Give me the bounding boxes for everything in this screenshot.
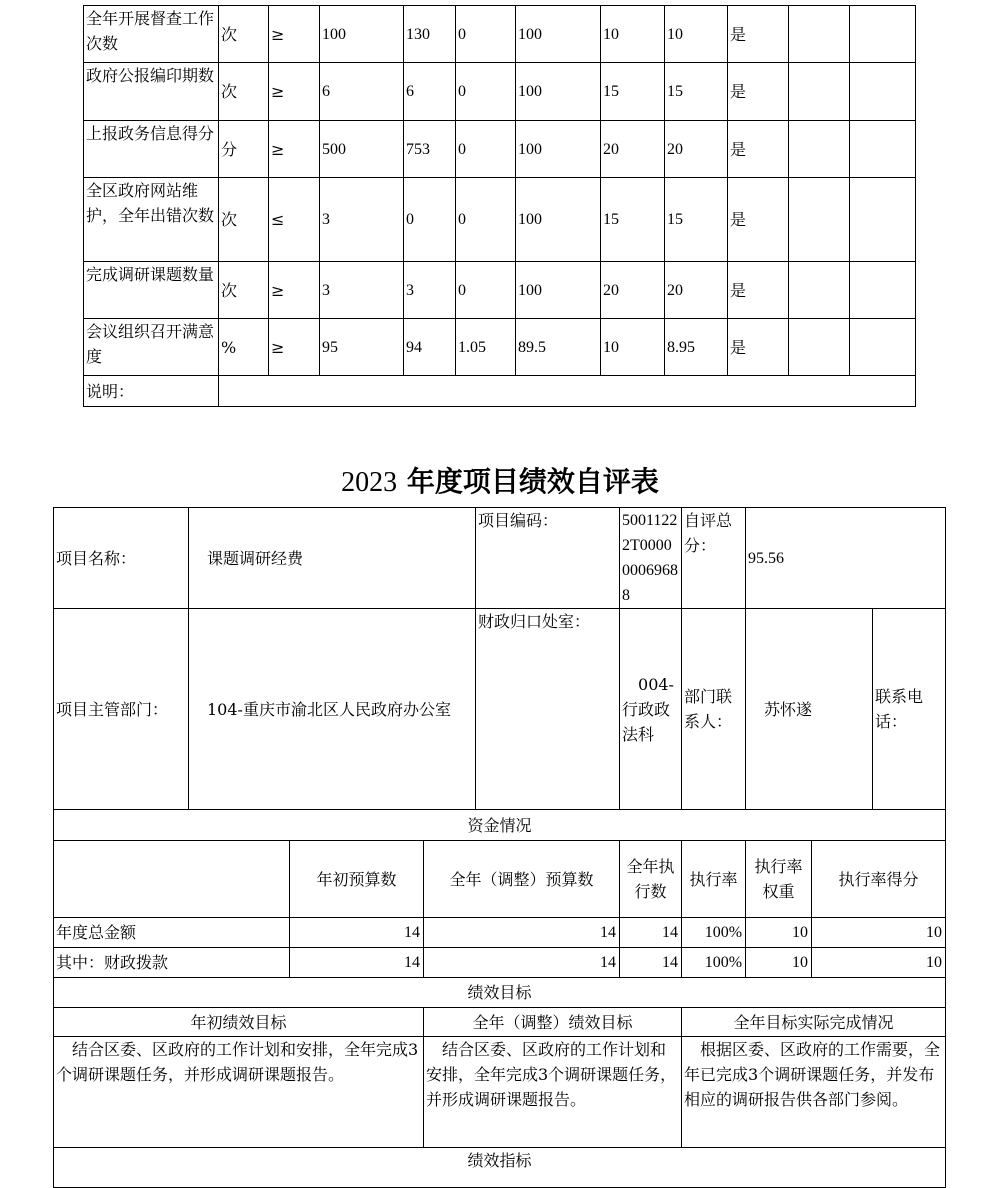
indicator-name: 全区政府网站维护，全年出错次数 (84, 178, 219, 262)
finance-office: 004-行政政法科 (620, 609, 682, 810)
empty-cell (54, 841, 290, 918)
indicator-done: 是 (728, 178, 789, 262)
indicator-name: 会议组织召开满意度 (84, 319, 219, 376)
indicator-deviation: 0 (456, 178, 516, 262)
page-title (0, 460, 1000, 505)
indicator-target: 100 (320, 6, 404, 63)
indicators-header: 绩效指标 (54, 1148, 946, 1188)
project-code: 50011222T000000069688 (620, 508, 682, 609)
indicator-target: 95 (320, 319, 404, 376)
indicator-score: 15 (665, 178, 728, 262)
indicator-done: 是 (728, 262, 789, 319)
indicator-unit: 次 (219, 178, 269, 262)
table-row (84, 262, 916, 319)
indicator-table (83, 5, 916, 407)
indicator-actual: 6 (404, 63, 456, 121)
indicator-score: 10 (665, 6, 728, 63)
funds-weight: 10 (746, 948, 812, 978)
empty-cell (789, 63, 850, 121)
indicator-name: 上报政务信息得分 (84, 121, 219, 178)
table-row (54, 1037, 946, 1148)
indicator-name: 完成调研课题数量 (84, 262, 219, 319)
funds-budget: 14 (290, 918, 424, 948)
contact-label: 部门联系人： (682, 609, 746, 810)
section-header-row (54, 1148, 946, 1188)
table-header-row (54, 841, 946, 918)
empty-cell (850, 319, 916, 376)
empty-cell (850, 262, 916, 319)
indicator-rate: 100 (516, 63, 601, 121)
funds-budget: 14 (290, 948, 424, 978)
project-name-label: 项目名称： (54, 508, 189, 609)
goals-col-header: 全年（调整）绩效目标 (424, 1008, 682, 1037)
empty-cell (789, 262, 850, 319)
indicator-name: 全年开展督查工作次数 (84, 6, 219, 63)
finance-office-label: 财政归口处室： (476, 609, 620, 810)
indicator-weight: 20 (601, 121, 665, 178)
goals-header: 绩效目标 (54, 978, 946, 1008)
funds-executed: 14 (620, 948, 682, 978)
indicator-score: 20 (665, 262, 728, 319)
indicator-target: 6 (320, 63, 404, 121)
empty-cell (789, 319, 850, 376)
indicator-rate: 100 (516, 262, 601, 319)
funds-header: 资金情况 (54, 810, 946, 841)
indicator-weight: 15 (601, 63, 665, 121)
indicator-weight: 20 (601, 262, 665, 319)
funds-row-label: 年度总金额 (54, 918, 290, 948)
indicator-operator: ≥ (269, 63, 320, 121)
table-row (84, 178, 916, 262)
indicator-deviation: 0 (456, 121, 516, 178)
funds-adjusted: 14 (424, 918, 620, 948)
empty-cell (850, 178, 916, 262)
indicator-rate: 100 (516, 121, 601, 178)
indicator-actual: 753 (404, 121, 456, 178)
indicator-operator: ≥ (269, 6, 320, 63)
indicator-unit: 次 (219, 63, 269, 121)
funds-executed: 14 (620, 918, 682, 948)
table-row (54, 948, 946, 978)
empty-cell (850, 6, 916, 63)
col-header: 执行率权重 (746, 841, 812, 918)
empty-cell (850, 121, 916, 178)
col-header: 全年（调整）预算数 (424, 841, 620, 918)
project-name: 课题调研经费 (189, 508, 476, 609)
goals-col-header: 全年目标实际完成情况 (682, 1008, 946, 1037)
empty-cell (789, 178, 850, 262)
contact: 苏怀遂 (746, 609, 873, 810)
col-header: 年初预算数 (290, 841, 424, 918)
indicator-rate: 100 (516, 6, 601, 63)
note-label: 说明： (84, 376, 219, 407)
table-row (84, 6, 916, 63)
section-header-row (54, 978, 946, 1008)
indicator-weight: 10 (601, 6, 665, 63)
note-content (219, 376, 916, 407)
title-year: 2023 (341, 467, 398, 498)
funds-rate: 100% (682, 948, 746, 978)
indicator-actual: 0 (404, 178, 456, 262)
table-row (84, 121, 916, 178)
col-header: 全年执行数 (620, 841, 682, 918)
indicator-actual: 3 (404, 262, 456, 319)
table-header-row (54, 1008, 946, 1037)
self-score: 95.56 (746, 508, 946, 609)
indicator-deviation: 0 (456, 6, 516, 63)
self-score-label: 自评总分： (682, 508, 746, 609)
col-header: 执行率得分 (812, 841, 946, 918)
empty-cell (789, 6, 850, 63)
goal-initial: 结合区委、区政府的工作计划和安排，全年完成3个调研课题任务，并形成调研课题报告。 (54, 1037, 424, 1148)
self-evaluation-form (53, 507, 946, 1188)
empty-cell (850, 63, 916, 121)
indicator-name: 政府公报编印期数 (84, 63, 219, 121)
funds-rate: 100% (682, 918, 746, 948)
indicator-done: 是 (728, 6, 789, 63)
indicator-operator: ≤ (269, 178, 320, 262)
indicator-operator: ≥ (269, 319, 320, 376)
indicator-unit: 次 (219, 6, 269, 63)
indicator-target: 3 (320, 262, 404, 319)
goal-adjusted: 结合区委、区政府的工作计划和安排，全年完成3个调研课题任务，并形成调研课题报告。 (424, 1037, 682, 1148)
phone-label: 联系电话： (873, 609, 946, 810)
section-header-row (54, 810, 946, 841)
indicator-unit: 次 (219, 262, 269, 319)
table-row (54, 508, 946, 609)
funds-score: 10 (812, 918, 946, 948)
table-row (84, 319, 916, 376)
empty-cell (789, 121, 850, 178)
funds-score: 10 (812, 948, 946, 978)
indicator-deviation: 1.05 (456, 319, 516, 376)
goals-col-header: 年初绩效目标 (54, 1008, 424, 1037)
dept: 104-重庆市渝北区人民政府办公室 (189, 609, 476, 810)
goal-actual: 根据区委、区政府的工作需要，全年已完成3个调研课题任务，并发布相应的调研报告供各部门参阅。 (682, 1037, 946, 1148)
indicator-deviation: 0 (456, 63, 516, 121)
title-text: 年度项目绩效自评表 (406, 465, 659, 498)
indicator-target: 3 (320, 178, 404, 262)
project-code-label: 项目编码： (476, 508, 620, 609)
indicator-unit: 分 (219, 121, 269, 178)
indicator-operator: ≥ (269, 262, 320, 319)
funds-row-label: 其中：财政拨款 (54, 948, 290, 978)
indicator-done: 是 (728, 121, 789, 178)
indicator-done: 是 (728, 319, 789, 376)
indicator-actual: 130 (404, 6, 456, 63)
indicator-rate: 100 (516, 178, 601, 262)
indicator-unit: % (219, 319, 269, 376)
indicator-weight: 10 (601, 319, 665, 376)
indicator-actual: 94 (404, 319, 456, 376)
note-row (84, 376, 916, 407)
indicator-score: 8.95 (665, 319, 728, 376)
indicator-score: 20 (665, 121, 728, 178)
table-row (84, 63, 916, 121)
funds-adjusted: 14 (424, 948, 620, 978)
indicator-deviation: 0 (456, 262, 516, 319)
funds-weight: 10 (746, 918, 812, 948)
table-row (54, 609, 946, 810)
indicator-rate: 89.5 (516, 319, 601, 376)
indicator-score: 15 (665, 63, 728, 121)
table-row (54, 918, 946, 948)
indicator-weight: 15 (601, 178, 665, 262)
dept-label: 项目主管部门： (54, 609, 189, 810)
indicator-operator: ≥ (269, 121, 320, 178)
indicator-target: 500 (320, 121, 404, 178)
col-header: 执行率 (682, 841, 746, 918)
indicator-done: 是 (728, 63, 789, 121)
